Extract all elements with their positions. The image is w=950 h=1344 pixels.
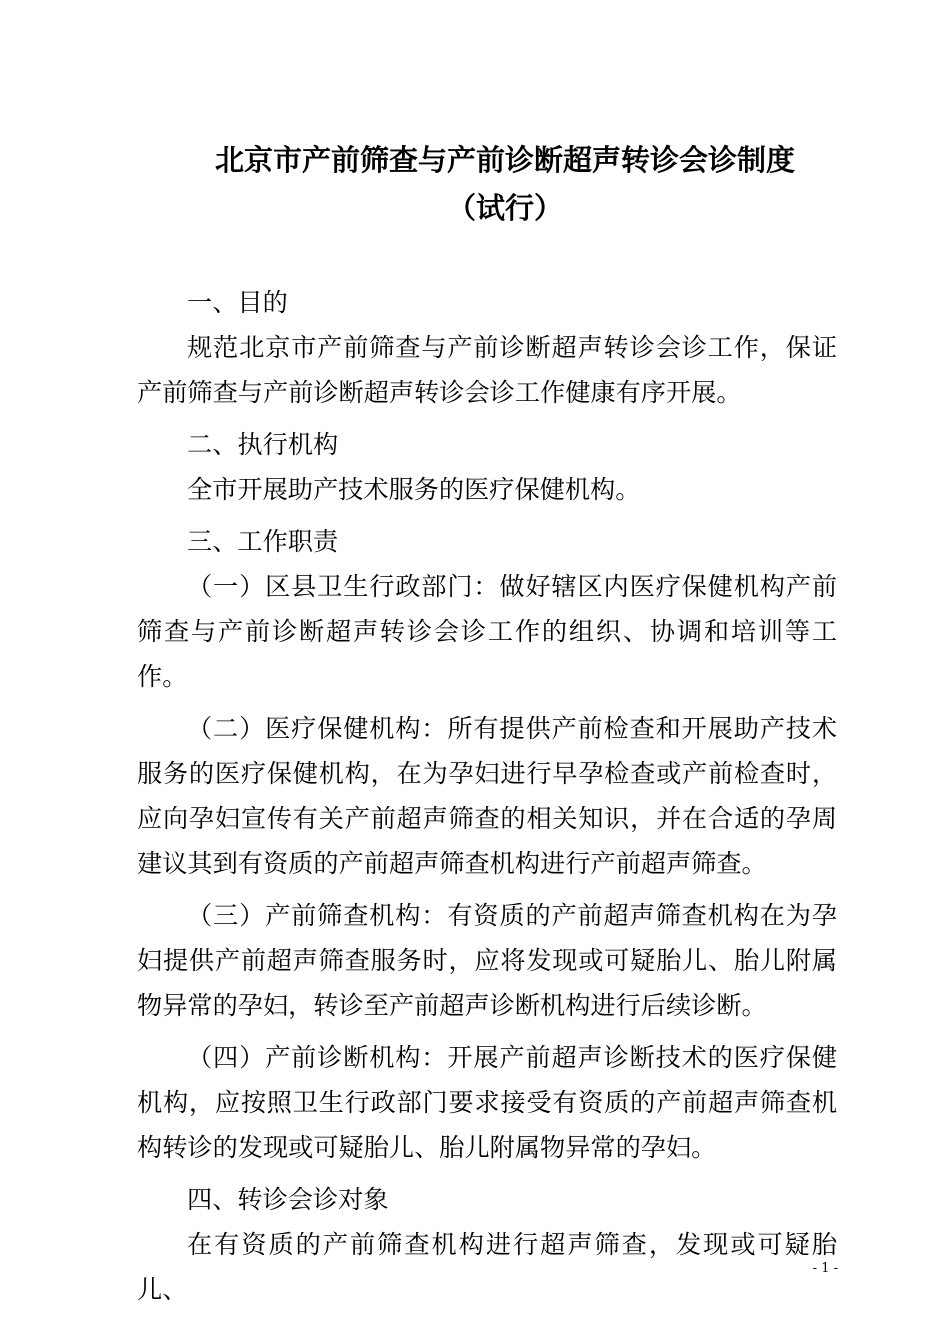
paragraph-responsibility-4: （四）产前诊断机构：开展产前超声诊断技术的医疗保健机构，应按照卫生行政部门要求接受有资质的产前超声筛查机构转诊的发现或可疑胎儿、胎儿附属物异常的孕妇。 <box>137 1043 837 1162</box>
paragraph-responsibility-3: （三）产前筛查机构：有资质的产前超声筛查机构在为孕妇提供产前超声筛查服务时，应将发现或可疑胎儿、胎儿附属物异常的孕妇，转诊至产前超声诊断机构进行后续诊断。 <box>137 901 837 1020</box>
page-number: - 1 - <box>812 1261 838 1276</box>
paragraph-referral-targets: 在有资质的产前筛查机构进行超声筛查，发现或可疑胎儿、 <box>137 1230 837 1304</box>
title-line-subtitle: （试行） <box>446 191 563 225</box>
section-heading-referral-targets: 四、转诊会诊对象 <box>187 1185 389 1214</box>
document-title <box>0 136 950 232</box>
section-heading-responsibilities: 三、工作职责 <box>187 527 339 556</box>
title-line-main: 北京市产前筛查与产前诊断超声转诊会诊制度 <box>214 143 795 177</box>
section-heading-executing-agency: 二、执行机构 <box>187 430 339 459</box>
paragraph-executing-agency: 全市开展助产技术服务的医疗保健机构。 <box>187 475 641 504</box>
section-heading-purpose: 一、目的 <box>187 288 288 317</box>
paragraph-responsibility-2: （二）医疗保健机构：所有提供产前检查和开展助产技术服务的医疗保健机构，在为孕妇进行早孕检查或产前检查时，应向孕妇宣传有关产前超声筛查的相关知识，并在合适的孕周建议其到有资质的产前超声筛查机构进行产前超声筛查。 <box>137 714 837 878</box>
paragraph-responsibility-1: （一）区县卫生行政部门：做好辖区内医疗保健机构产前筛查与产前诊断超声转诊会诊工作的组织、协调和培训等工作。 <box>137 572 837 691</box>
paragraph-purpose: 规范北京市产前筛查与产前诊断超声转诊会诊工作，保证产前筛查与产前诊断超声转诊会诊工作健康有序开展。 <box>137 333 837 407</box>
document-body <box>137 280 837 1312</box>
